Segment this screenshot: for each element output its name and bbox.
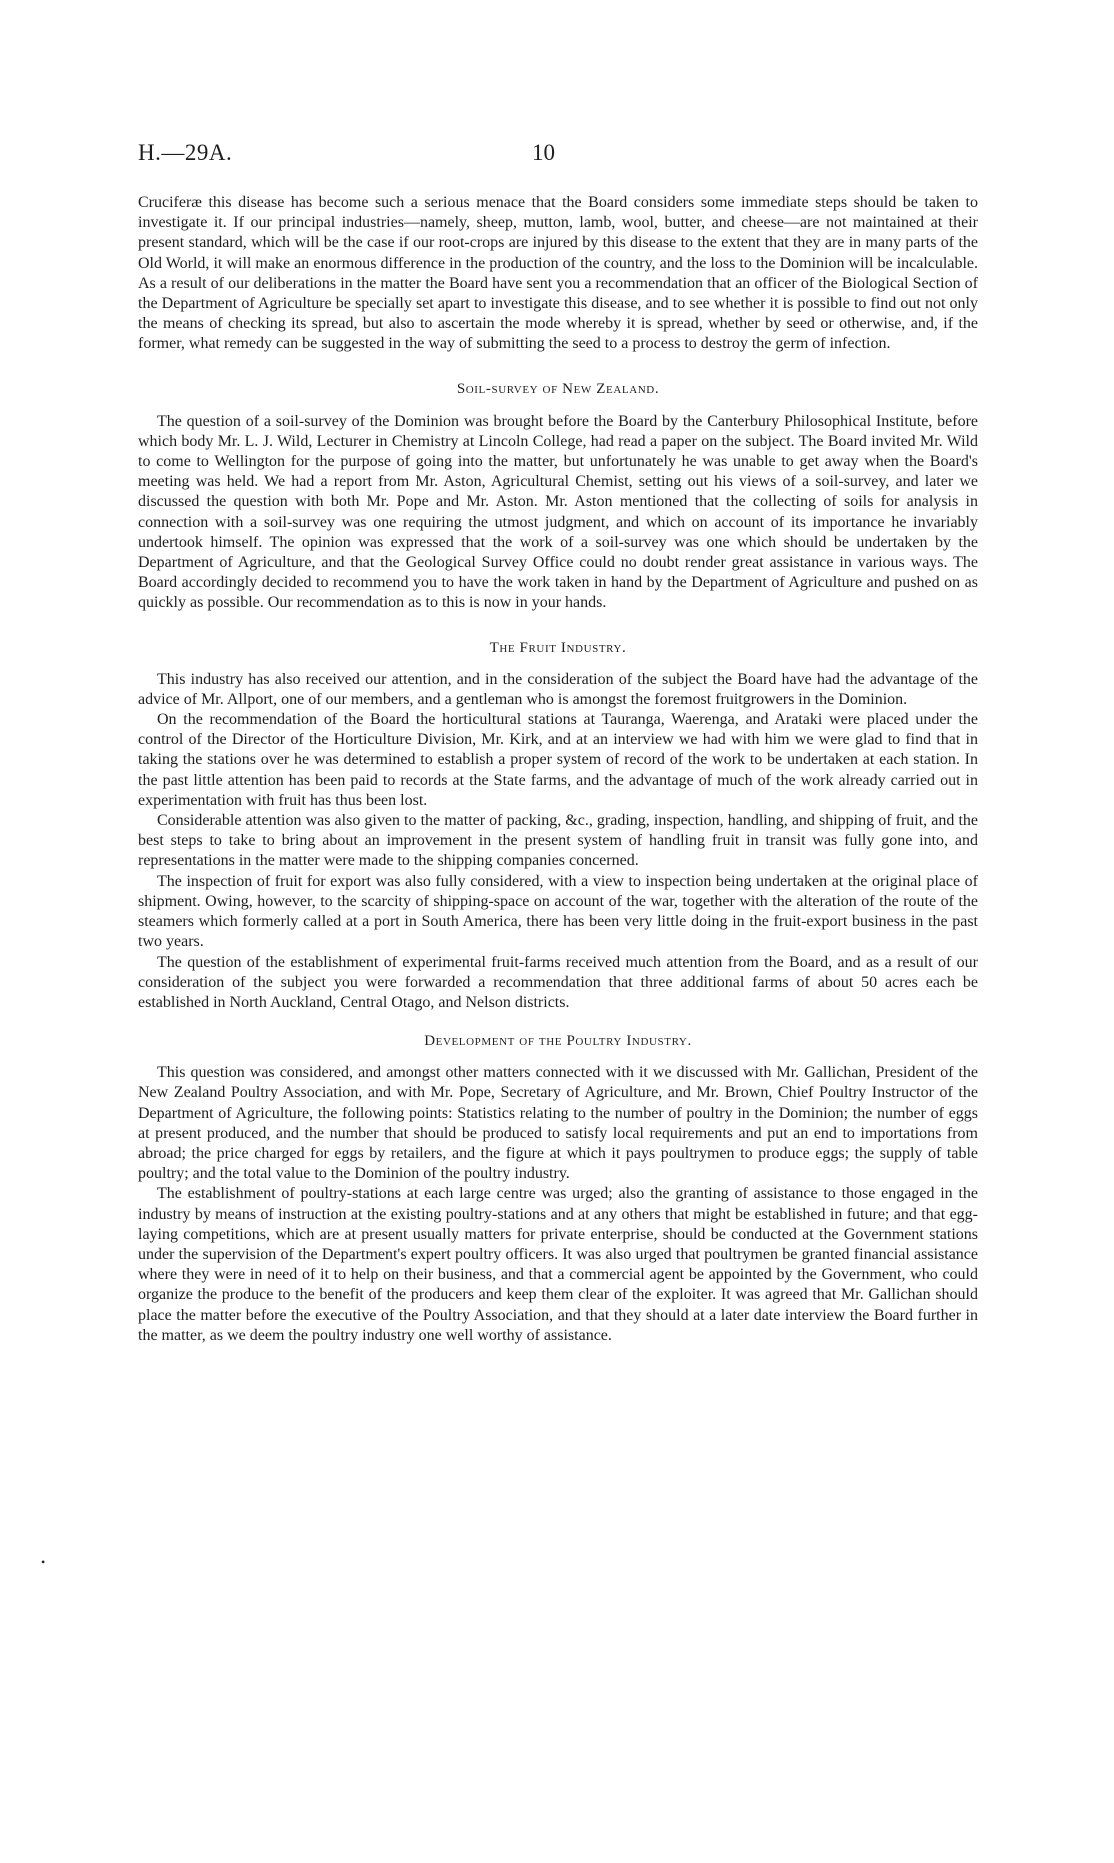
margin-mark: • xyxy=(41,1555,46,1569)
fruit-paragraph-1: This industry has also received our attention, and in the consideration of the subject the Board have had the advantage of the advice of Mr. Allport, one of our members, and a gentleman who is amongst the foremost fruitgrowers in the Dominion. xyxy=(138,670,978,708)
fruit-paragraph-5: The question of the establishment of experimental fruit-farms received much attention from the Board, and as a result of our consideration of the subject you were forwarded a recommendation that three additional farms of about 50 acres each be established in North Auckland, Central Otago, and Nelson districts. xyxy=(138,953,978,1011)
section-heading-fruit-industry: The Fruit Industry. xyxy=(489,639,627,656)
poultry-paragraph-2: The establishment of poultry-stations at each large centre was urged; also the granting of assistance to those engaged in the industry by means of instruction at the existing poultry-stations and at any others that might be established in future; and that egg-laying competitions, which are at present usually matters for private enterprise, should be conducted at the Government stations under the supervision of the Department's expert poultry officers. It was also urged that poultrymen be granted financial assistance where they were in need of it to help on their business, and that a commercial agent be appointed by the Government, who could organize the produce to the benefit of the producers and keep them clear of the exploiter. It was agreed that Mr. Gallichan should place the matter before the executive of the Poultry Association, and that they should at a later date interview the Board further in the matter, as we deem the poultry industry one well worthy of assistance. xyxy=(138,1185,978,1344)
document-body xyxy=(138,193,978,1346)
page-number: 10 xyxy=(532,140,555,165)
page-header xyxy=(138,140,978,174)
fruit-paragraph-4: The inspection of fruit for export was also fully considered, with a view to inspection being undertaken at the original place of shipment. Owing, however, to the scarcity of shipping-space on account of the war, together with the alteration of the route of the steamers which formerly called at a port in South America, there has been very little doing in the fruit-export business in the past two years. xyxy=(138,872,978,951)
poultry-paragraph-1: This question was considered, and amongst other matters connected with it we discussed with Mr. Gallichan, President of the New Zealand Poultry Association, and with Mr. Pope, Secretary of Agriculture, and Mr. Brown, Chief Poultry Instructor of the Department of Agriculture, the following points: Statistics relating to the number of poultry in the Dominion; the number of eggs at present produced, and the number that should be produced to satisfy local requirements and put an end to importations from abroad; the price charged for eggs by retailers, and the figure at which it pays poultrymen to produce eggs; the supply of table poultry; and the total value to the Dominion of the poultry industry. xyxy=(138,1064,978,1183)
section-heading-soil-survey: Soil-survey of New Zealand. xyxy=(456,380,660,397)
soil-survey-paragraph: The question of a soil-survey of the Dominion was brought before the Board by the Canterbury Philosophical Institute, before which body Mr. L. J. Wild, Lecturer in Chemistry at Lincoln College, had read a paper on the subject. The Board invited Mr. Wild to come to Wellington for the purpose of going into the matter, but unfortunately he was unable to get away when the Board's meeting was held. We had a report from Mr. Aston, Agricultural Chemist, setting out his views of a soil-survey, and later we discussed the question with both Mr. Pope and Mr. Aston. Mr. Aston mentioned that the collecting of soils for analysis in connection with a soil-survey was one requiring the utmost judgment, and which on account of its importance he invariably undertook himself. The opinion was expressed that the work of a soil-survey was one which should be undertaken by the Department of Agriculture, and that the Geological Survey Office could no doubt render great assistance in various ways. The Board accordingly decided to recommend you to have the work taken in hand by the Department of Agriculture and pushed on as quickly as possible. Our recommendation as to this is now in your hands. xyxy=(138,412,978,612)
fruit-paragraph-2: On the recommendation of the Board the horticultural stations at Tauranga, Waerenga, and Arataki were placed under the control of the Director of the Horticulture Division, Mr. Kirk, and at an interview we had with him we were glad to find that in taking the stations over he was determined to establish a proper system of record of the work to be undertaken at each station. In the past little attention has been paid to records at the State farms, and the advantage of much of the work already carried out in experimentation with fruit has thus been lost. xyxy=(138,711,978,809)
fruit-paragraph-3: Considerable attention was also given to the matter of packing, &c., grading, inspection, handling, and shipping of fruit, and the best steps to take to bring about an improvement in the present system of handling fruit in transit was fully gone into, and representations in the matter were made to the shipping companies concerned. xyxy=(138,812,978,870)
section-heading-poultry-industry: Development of the Poultry Industry. xyxy=(424,1033,692,1050)
document-reference: H.—29A. xyxy=(138,140,233,165)
intro-paragraph: Cruciferæ this disease has become such a serious menace that the Board considers some immediate steps should be taken to investigate it. If our principal industries—namely, sheep, mutton, lamb, wool, butter, and cheese—are not maintained at their present standard, which will be the case if our root-crops are injured by this disease to the extent that they are in many parts of the Old World, it will make an enormous difference in the production of the country, and the loss to the Dominion will be incalculable. As a result of our deliberations in the matter the Board have sent you a recommendation that an officer of the Biological Section of the Department of Agriculture be specially set apart to investigate this disease, and to see whether it is possible to find out not only the means of checking its spread, but also to ascertain the mode whereby it is spread, whether by seed or otherwise, and, if the former, what remedy can be suggested in the way of submitting the seed to a process to destroy the germ of infection. xyxy=(138,194,978,353)
